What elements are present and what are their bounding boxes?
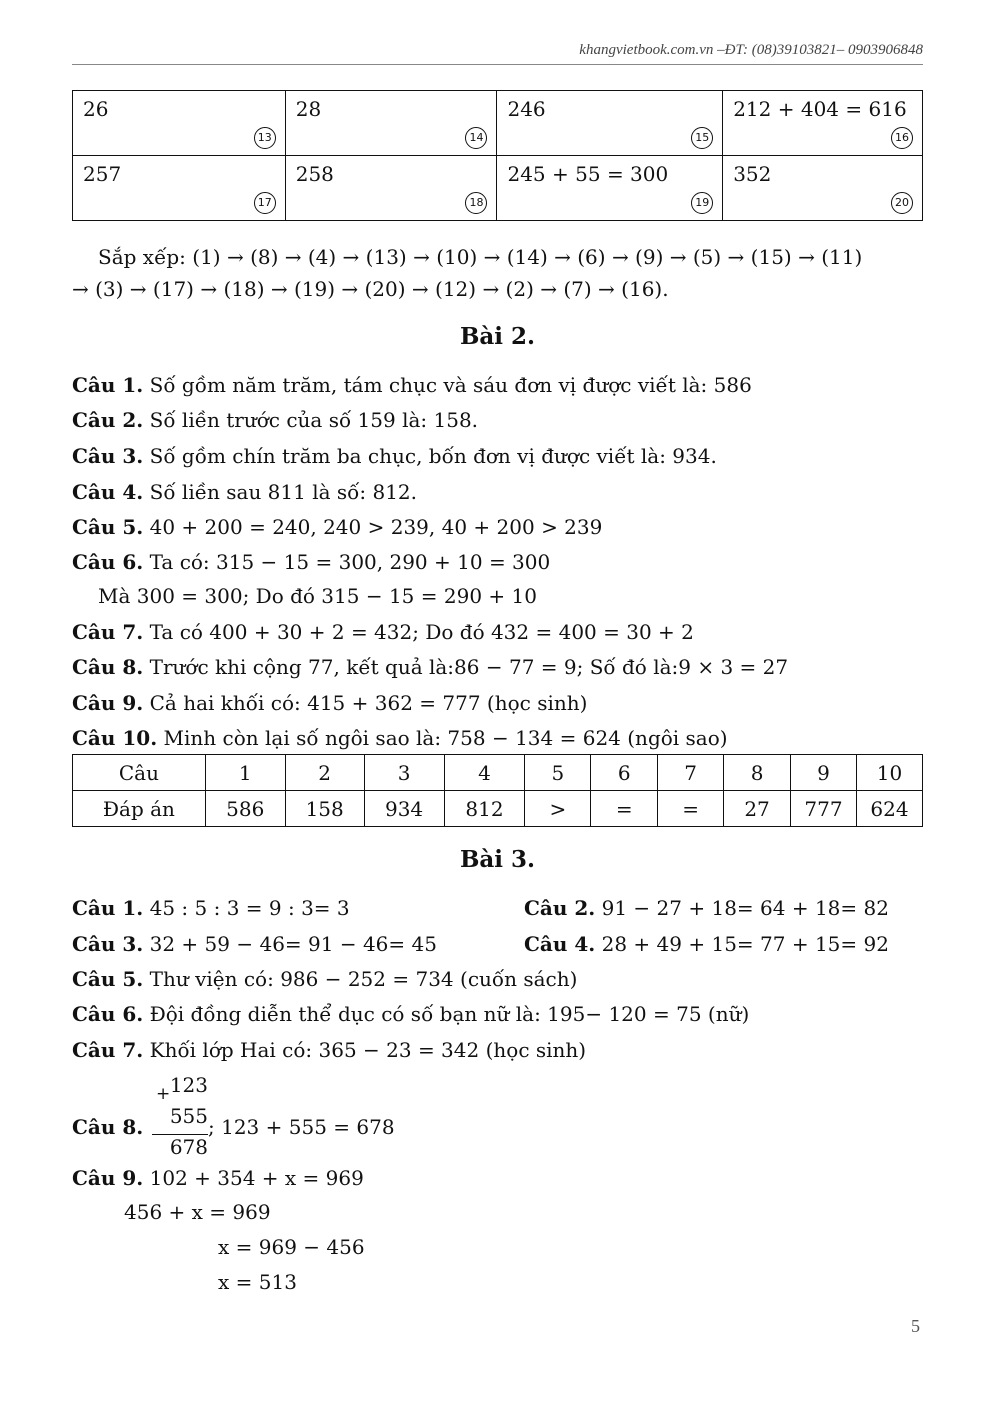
header-rule <box>72 64 923 65</box>
question-number: 5 <box>525 755 591 791</box>
answer-key-header-row <box>73 755 923 791</box>
answer-key-header-label: Câu <box>73 755 206 791</box>
bai3-question-8-label: Câu 8. <box>72 1115 144 1139</box>
section-title-bai3: Bài 3. <box>459 846 536 873</box>
bai3-question-9-step-3: x = 513 <box>218 1270 297 1294</box>
sum-result: 678 <box>169 1135 208 1159</box>
grid-cell: 26 13 <box>73 91 286 156</box>
grid-cell: 352 20 <box>723 156 923 221</box>
bai3-question-9-step-2: x = 969 − 456 <box>218 1235 365 1259</box>
grid-cell: 212 + 404 = 616 16 <box>723 91 923 156</box>
answer-value: 812 <box>444 791 525 827</box>
grid-cell: 258 18 <box>285 156 497 221</box>
circled-number: 20 <box>891 192 913 214</box>
page-header: khangvietbook.com.vn –ĐT: (08)39103821– 0903906848 <box>579 42 923 58</box>
question-number: 4 <box>444 755 525 791</box>
grid-cell: 28 14 <box>285 91 497 156</box>
bai2-question-2: Câu 2. Số liền trước của số 159 là: 158. <box>72 408 479 432</box>
bai2-question-6: Câu 6. Ta có: 315 − 15 = 300, 290 + 10 = 300 <box>72 550 551 574</box>
question-number: 10 <box>856 755 922 791</box>
column-addition <box>152 1070 208 1159</box>
addend-bottom: 555 <box>169 1104 208 1128</box>
question-number: 2 <box>285 755 364 791</box>
circled-number: 17 <box>254 192 276 214</box>
bai2-question-6-cont: Mà 300 = 300; Do đó 315 − 15 = 290 + 10 <box>98 584 537 608</box>
circled-number: 19 <box>691 192 713 214</box>
bai2-question-1: Câu 1. Số gồm năm trăm, tám chục và sáu đơn vị được viết là: 586 <box>72 373 752 397</box>
bai2-question-7: Câu 7. Ta có 400 + 30 + 2 = 432; Do đó 432 = 400 = 30 + 2 <box>72 620 694 644</box>
bai3-question-3: Câu 3. 32 + 59 − 46= 91 − 46= 45 <box>72 932 437 956</box>
grid-cell: 245 + 55 = 300 19 <box>497 156 723 221</box>
bai2-question-9: Câu 9. Cả hai khối có: 415 + 362 = 777 (học sinh) <box>72 691 588 715</box>
bai2-question-10: Câu 10. Minh còn lại số ngôi sao là: 758 − 134 = 624 (ngôi sao) <box>72 726 728 750</box>
plus-sign: + <box>156 1084 171 1104</box>
bai2-question-5: Câu 5. 40 + 200 = 240, 240 > 239, 40 + 200 > 239 <box>72 515 603 539</box>
answer-value: 586 <box>205 791 285 827</box>
answer-value: = <box>658 791 724 827</box>
circled-number: 16 <box>891 127 913 149</box>
sort-line-1: Sắp xếp: (1) → (8) → (4) → (13) → (10) → (14) → (6) → (9) → (5) → (15) → (11) <box>98 245 863 269</box>
answer-key-answer-label: Đáp án <box>73 791 206 827</box>
page-number: 5 <box>911 1316 920 1336</box>
addend-top: 123 <box>169 1073 208 1097</box>
bai3-question-9: Câu 9. 102 + 354 + x = 969 <box>72 1166 364 1190</box>
bai2-question-4: Câu 4. Số liền sau 811 là số: 812. <box>72 480 418 504</box>
circled-number: 13 <box>254 127 276 149</box>
answer-value: 27 <box>724 791 791 827</box>
section-title-bai2: Bài 2. <box>459 323 536 350</box>
answer-value: 934 <box>364 791 444 827</box>
grid-cell: 257 17 <box>73 156 286 221</box>
question-number: 7 <box>658 755 724 791</box>
answer-key-values-row <box>73 791 923 827</box>
sort-line-2: → (3) → (17) → (18) → (19) → (20) → (12) → (2) → (7) → (16). <box>72 277 669 301</box>
question-number: 6 <box>591 755 658 791</box>
bai3-question-8-text: ; 123 + 555 = 678 <box>208 1115 395 1139</box>
answer-value: 158 <box>285 791 364 827</box>
question-number: 3 <box>364 755 444 791</box>
circled-number: 18 <box>465 192 487 214</box>
bai2-question-3: Câu 3. Số gồm chín trăm ba chục, bốn đơn vị được viết là: 934. <box>72 444 717 468</box>
answer-value: 624 <box>856 791 922 827</box>
grid-row <box>73 91 923 156</box>
question-number: 8 <box>724 755 791 791</box>
bai3-question-6: Câu 6. Đội đồng diễn thể dục có số bạn nữ là: 195− 120 = 75 (nữ) <box>72 1002 750 1026</box>
answer-value: 777 <box>791 791 857 827</box>
grid-row <box>73 156 923 221</box>
answer-key-table <box>72 754 923 827</box>
bai3-question-5: Câu 5. Thư viện có: 986 − 252 = 734 (cuốn sách) <box>72 967 578 991</box>
question-number: 1 <box>205 755 285 791</box>
bai3-question-2: Câu 2. 91 − 27 + 18= 64 + 18= 82 <box>524 896 889 920</box>
bai3-question-7: Câu 7. Khối lớp Hai có: 365 − 23 = 342 (học sinh) <box>72 1038 587 1062</box>
bai3-question-1: Câu 1. 45 : 5 : 3 = 9 : 3= 3 <box>72 896 350 920</box>
bai3-question-4: Câu 4. 28 + 49 + 15= 77 + 15= 92 <box>524 932 889 956</box>
question-number: 9 <box>791 755 857 791</box>
circled-number: 15 <box>691 127 713 149</box>
answer-value: > <box>525 791 591 827</box>
bai2-question-8: Câu 8. Trước khi cộng 77, kết quả là:86 − 77 = 9; Số đó là:9 × 3 = 27 <box>72 655 789 679</box>
answer-value: = <box>591 791 658 827</box>
grid-cell: 246 15 <box>497 91 723 156</box>
circled-number: 14 <box>465 127 487 149</box>
answer-grid <box>72 90 923 221</box>
bai3-question-9-step-1: 456 + x = 969 <box>124 1200 271 1224</box>
